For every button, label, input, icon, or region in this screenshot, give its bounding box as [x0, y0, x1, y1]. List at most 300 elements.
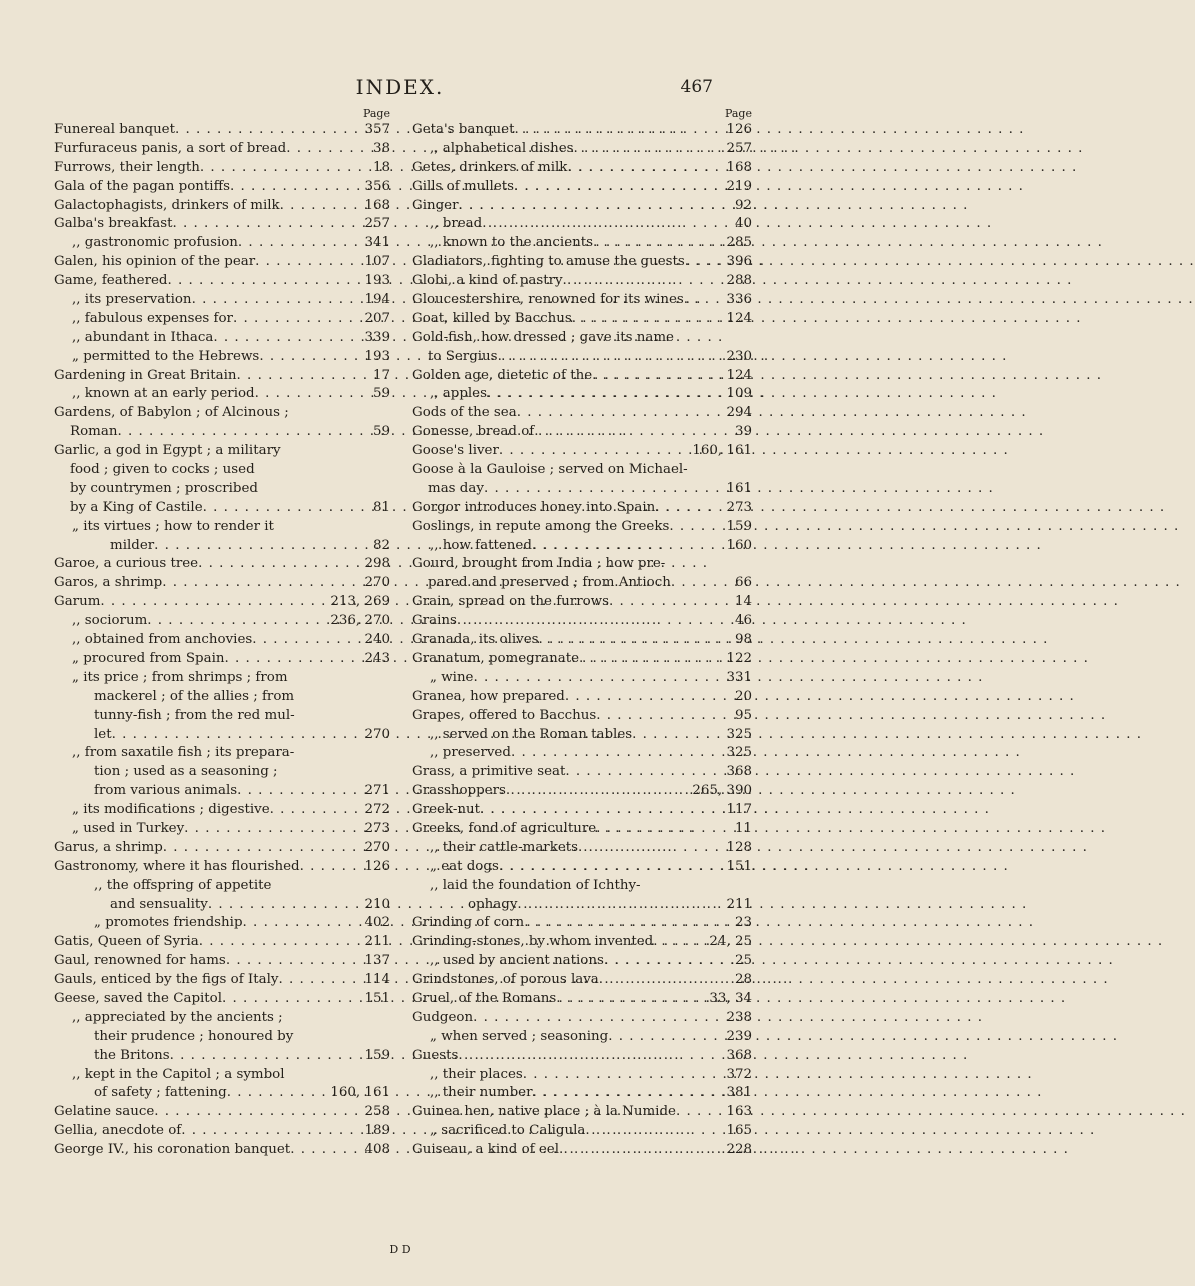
index-entry [412, 744, 752, 763]
leader-dots [259, 348, 360, 367]
leader-dots [100, 593, 326, 612]
page-ref: 18 [372, 159, 390, 175]
page-ref: 161 [726, 480, 752, 496]
index-entry [54, 423, 390, 442]
leader-dots [593, 234, 722, 253]
index-entry [54, 329, 390, 348]
page-title: INDEX. [355, 75, 445, 99]
index-entry [54, 159, 390, 178]
leader-dots [596, 707, 731, 726]
index-entry [412, 593, 752, 612]
index-entry [412, 914, 752, 933]
entry-text: Funereal banquet [54, 122, 175, 137]
leader-dots [506, 782, 689, 801]
index-entry [54, 234, 390, 253]
page-ref: 28 [734, 972, 752, 988]
entry-text: ,, known at an early period [72, 386, 255, 402]
leader-dots [565, 688, 731, 707]
leader-dots [585, 1122, 722, 1141]
index-entry [412, 574, 752, 593]
leader-dots [459, 197, 731, 216]
entry-text: Grasshoppers [412, 783, 506, 799]
index-entry [412, 952, 752, 971]
leader-dots [563, 272, 723, 291]
leader-dots [676, 1103, 722, 1122]
entry-text: Getes, drinkers of milk [412, 159, 568, 175]
leader-dots [684, 291, 723, 310]
leader-dots [255, 253, 360, 272]
index-entry [54, 310, 390, 329]
page-ref: 165 [726, 1123, 752, 1139]
page-ref: 59 [372, 424, 390, 440]
index-entry [412, 858, 752, 877]
entry-text: milder [110, 537, 155, 553]
leader-dots [199, 933, 361, 952]
index-entry [54, 121, 390, 140]
index-entry [54, 518, 390, 537]
entry-text: Gills of mullets [412, 178, 515, 194]
entry-text: Gauls, enticed by the figs of Italy [54, 972, 279, 988]
entry-text: tunny-fish ; from the red mul- [94, 707, 295, 723]
leader-dots [213, 329, 360, 348]
entry-text: ,, preserved [430, 745, 511, 761]
leader-dots [225, 650, 361, 669]
leader-dots [484, 480, 723, 499]
leader-dots [671, 574, 731, 593]
index-entry [54, 763, 390, 782]
leader-dots [192, 291, 361, 310]
index-entry [412, 555, 752, 574]
index-entry [54, 140, 390, 159]
leader-dots [200, 159, 369, 178]
page-ref: 23 [734, 915, 752, 931]
index-entry [54, 1122, 390, 1141]
page-ref: 46 [734, 613, 752, 629]
entry-text: let [94, 726, 112, 742]
page-ref: 151 [726, 858, 752, 874]
entry-text: Geese, saved the Capitol [54, 990, 223, 1006]
page-ref: 239 [726, 1028, 752, 1044]
entry-text: ,, bread [430, 216, 483, 232]
leader-dots [592, 367, 722, 386]
leader-dots [173, 215, 361, 234]
index-entry [54, 480, 390, 499]
entry-text: Ginger [412, 197, 459, 213]
leader-dots [473, 1009, 722, 1028]
page-ref: 270 [364, 575, 390, 591]
page-ref: 33, 34 [709, 990, 752, 1006]
page-ref: 14 [734, 594, 752, 610]
entry-text: Greek-nut [412, 802, 480, 818]
page-ref: 331 [726, 669, 752, 685]
index-entry [54, 1028, 390, 1047]
leader-dots [653, 933, 705, 952]
leader-dots [517, 404, 723, 423]
leader-dots [198, 555, 360, 574]
page-ref: 193 [364, 273, 390, 289]
leader-dots [609, 593, 731, 612]
index-entry [54, 1009, 390, 1028]
entry-text: Garum [54, 594, 101, 610]
index-entry [412, 140, 752, 159]
leader-dots [458, 1047, 722, 1066]
entry-text: „ promotes friendship [94, 915, 243, 931]
page-ref: 160, 161 [692, 443, 752, 459]
page-ref: 285 [726, 235, 752, 251]
page-ref: 160 [726, 537, 752, 553]
index-entry [412, 726, 752, 745]
entry-text: Garlic, a god in Egypt ; a military [54, 443, 281, 459]
index-entry [412, 839, 752, 858]
page-ref: 24, 25 [709, 934, 752, 950]
index-entry [54, 990, 390, 1009]
index-entry [54, 896, 390, 915]
index-entry [412, 877, 752, 896]
leader-dots [163, 839, 361, 858]
index-entry [54, 348, 390, 367]
leader-dots [539, 631, 731, 650]
index-entry [54, 537, 390, 556]
index-entry [412, 1047, 752, 1066]
index-entry [54, 197, 390, 216]
index-entry [54, 1103, 390, 1122]
index-entry [54, 272, 390, 291]
page-ref: 325 [726, 726, 752, 742]
page-ref: 325 [726, 745, 752, 761]
leader-dots [511, 744, 723, 763]
leader-dots [237, 782, 360, 801]
index-entry [412, 310, 752, 329]
page-ref: 98 [734, 632, 752, 648]
page-ref: 81 [372, 499, 390, 515]
leader-dots [604, 952, 731, 971]
entry-text: Garoe, a curious tree [54, 556, 199, 572]
entry-text: ,, how fattened [430, 537, 532, 553]
index-entry [54, 877, 390, 896]
entry-text: Guinea hen, native place ; à la Numide [412, 1104, 676, 1120]
page-ref: 257 [726, 140, 752, 156]
leader-dots [608, 1028, 722, 1047]
index-entry [412, 669, 752, 688]
entry-text: tion ; used as a seasoning ; [94, 764, 278, 780]
entry-text: Gellia, anecdote of [54, 1123, 182, 1139]
leader-dots [565, 763, 722, 782]
index-entry [412, 121, 752, 140]
index-entry [412, 688, 752, 707]
leader-dots [596, 820, 731, 839]
leader-dots [278, 971, 360, 990]
index-entry [412, 1009, 752, 1028]
leader-dots [534, 423, 731, 442]
leader-dots [230, 178, 360, 197]
index-entry [54, 707, 390, 726]
entry-text: Galactophagists, drinkers of milk [54, 197, 280, 213]
index-entry [54, 555, 390, 574]
page-ref: 402 [364, 915, 390, 931]
index-entry [54, 612, 390, 631]
page-ref: 151 [364, 990, 390, 1006]
page-number: 467 [680, 77, 713, 97]
entry-text: Guiseau, a kind of eel [412, 1142, 560, 1158]
entry-text: Goose's liver [412, 443, 499, 459]
index-entry [54, 820, 390, 839]
entry-text: ,, their cattle-markets [430, 839, 578, 855]
entry-text: Garos, a shrimp [54, 575, 163, 591]
page-ref: 126 [364, 858, 390, 874]
index-entry [412, 537, 752, 556]
entry-text: „ its modifications ; digestive [72, 802, 270, 818]
index-entry [412, 385, 752, 404]
entry-text: Galba's breakfast [54, 216, 173, 232]
leader-dots [532, 537, 723, 556]
page-ref: 211 [364, 934, 390, 950]
entry-text: ,, sociorum [72, 613, 148, 629]
entry-text: Gardening in Great Britain [54, 367, 237, 383]
leader-dots [632, 726, 722, 745]
index-entry [412, 763, 752, 782]
entry-text: ,, alphabetical dishes [430, 140, 574, 156]
index-entry [412, 480, 752, 499]
entry-text: Grapes, offered to Bacchus [412, 707, 597, 723]
page-ref: 39 [734, 424, 752, 440]
page-ref: 109 [726, 386, 752, 402]
entry-text: Gaul, renowned for hams [54, 953, 226, 969]
page-ref: 265, 390 [692, 783, 752, 799]
leader-dots [514, 121, 722, 140]
index-column-left [54, 107, 390, 1160]
entry-text: mas day [428, 480, 484, 496]
entry-text: ,, their places [430, 1066, 523, 1082]
entry-text: Granatum, pomegranate [412, 650, 580, 666]
leader-dots [499, 442, 688, 461]
leader-dots [238, 234, 361, 253]
entry-text: Game, feathered [54, 273, 168, 289]
page-ref: 107 [364, 254, 390, 270]
leader-dots [474, 669, 723, 688]
entry-text: „ procured from Spain [72, 650, 225, 666]
index-entry [412, 159, 752, 178]
page-ref: 17 [372, 367, 390, 383]
entry-text: „ permitted to the Hebrews [72, 348, 260, 364]
entry-text: Guests [412, 1047, 459, 1063]
leader-dots [154, 537, 369, 556]
leader-dots [181, 1122, 360, 1141]
page-ref: 273 [726, 499, 752, 515]
page-ref: 207 [364, 310, 390, 326]
leader-dots [579, 650, 722, 669]
page-ref: 270 [364, 839, 390, 855]
page-ref: 236, 270 [330, 613, 390, 629]
entry-text: Grindstones, of porous lava [412, 972, 599, 988]
index-entry [412, 707, 752, 726]
page-ref: 38 [372, 140, 390, 156]
page-ref: 368 [726, 764, 752, 780]
index-entry [412, 442, 752, 461]
leader-dots [480, 801, 722, 820]
index-entry [412, 1122, 752, 1141]
entry-text: Gorgor introduces honey into Spain [412, 499, 656, 515]
page-ref: 124 [726, 310, 752, 326]
leader-dots [514, 178, 722, 197]
page-ref: 381 [726, 1085, 752, 1101]
index-entry [54, 404, 390, 423]
page-ref: 124 [726, 367, 752, 383]
entry-text: ,, from saxatile fish ; its prepara- [72, 745, 295, 761]
entry-text: ophagy [468, 896, 518, 912]
entry-text: „ its price ; from shrimps ; from [72, 669, 288, 685]
index-entry [54, 1084, 390, 1103]
leader-dots [567, 159, 722, 178]
index-entry [412, 612, 752, 631]
entry-text: Roman [70, 424, 118, 440]
entry-text: ,, known to the ancients [430, 235, 593, 251]
index-entry [412, 404, 752, 423]
entry-text: Furfuraceus panis, a sort of bread [54, 140, 287, 156]
leader-dots [523, 1066, 723, 1085]
index-entry [412, 971, 752, 990]
leader-dots [117, 423, 369, 442]
leader-dots [517, 896, 722, 915]
leader-dots [300, 858, 361, 877]
index-entry [412, 631, 752, 650]
page-ref: 210 [364, 896, 390, 912]
leader-dots [175, 121, 360, 140]
page-column-head: Page [724, 107, 752, 120]
page-ref: 258 [364, 1104, 390, 1120]
entry-text: „ wine [430, 669, 474, 685]
entry-text: ,, obtained from anchovies [72, 632, 253, 648]
page-ref: 396 [726, 254, 752, 270]
page-ref: 298 [364, 556, 390, 572]
index-entry [54, 744, 390, 763]
leader-dots [655, 499, 722, 518]
page-ref: 194 [364, 292, 390, 308]
entry-text: ,, abundant in Ithaca [72, 329, 214, 345]
entry-text: Gelatine sauce [54, 1104, 155, 1120]
entry-text: „ sacrificed to Caligula [430, 1123, 586, 1139]
signature-mark: D D [389, 1243, 411, 1256]
index-entry [54, 631, 390, 650]
index-entry [54, 914, 390, 933]
page-ref: 240 [364, 632, 390, 648]
leader-dots [290, 1141, 360, 1160]
page-ref: 20 [734, 688, 752, 704]
page-ref: 273 [364, 820, 390, 836]
entry-text: „ eat dogs [430, 858, 499, 874]
entry-text: Gastronomy, where it has flourished [54, 858, 300, 874]
entry-text: Galen, his opinion of the pear [54, 254, 256, 270]
leader-dots [559, 1141, 722, 1160]
entry-text: by a King of Castile [70, 499, 203, 515]
page-ref: 189 [364, 1123, 390, 1139]
leader-dots [237, 367, 369, 386]
leader-dots [208, 896, 361, 915]
page-ref: 230 [726, 348, 752, 364]
index-entry [412, 1141, 752, 1160]
entry-text: Gatis, Queen of Syria [54, 934, 199, 950]
entry-text: ,, served on the Roman tables [430, 726, 633, 742]
page-ref: 243 [364, 650, 390, 666]
page-ref: 25 [734, 953, 752, 969]
index-entry [54, 593, 390, 612]
page-ref: 368 [726, 1047, 752, 1063]
page-ref: 257 [364, 216, 390, 232]
leader-dots [574, 140, 723, 159]
entry-text: Gladiators, fighting to amuse the guests [412, 254, 685, 270]
index-entry [412, 990, 752, 1009]
index-entry [412, 253, 752, 272]
entry-text: Globi, a kind of pastry [412, 273, 563, 289]
index-entry [54, 215, 390, 234]
leader-dots [487, 385, 722, 404]
index-entry [54, 1047, 390, 1066]
page-ref: 59 [372, 386, 390, 402]
page-ref: 336 [726, 292, 752, 308]
index-entry [54, 650, 390, 669]
entry-text: Furrows, their length [54, 159, 200, 175]
page-ref: 288 [726, 273, 752, 289]
entry-text: their prudence ; honoured by [94, 1028, 294, 1044]
page-ref: 168 [364, 197, 390, 213]
leader-dots [233, 310, 360, 329]
entry-text: Gods of the sea [412, 405, 517, 421]
index-entry [54, 971, 390, 990]
index-entry [54, 574, 390, 593]
page-ref: 168 [726, 159, 752, 175]
entry-text: Grinding of corn [412, 915, 525, 931]
page-ref: 272 [364, 802, 390, 818]
page-ref: 270 [364, 726, 390, 742]
index-entry [412, 367, 752, 386]
page-ref: 122 [726, 650, 752, 666]
index-entry [412, 896, 752, 915]
entry-text: Gourd, brought from India ; how pre- [412, 556, 666, 572]
page-ref: 82 [372, 537, 390, 553]
index-entry [54, 688, 390, 707]
page-ref: 271 [364, 783, 390, 799]
entry-text: Gala of the pagan pontiffs [54, 178, 230, 194]
entry-text: Goose à la Gauloise ; served on Michael- [412, 462, 688, 478]
page-ref: 238 [726, 1009, 752, 1025]
index-entry [54, 669, 390, 688]
page-ref: 294 [726, 405, 752, 421]
index-entry [54, 1066, 390, 1085]
leader-dots [255, 385, 369, 404]
entry-text: „ when served ; seasoning [430, 1028, 609, 1044]
page-ref: 211 [726, 896, 752, 912]
page-ref: 228 [726, 1142, 752, 1158]
index-entry [54, 858, 390, 877]
index-entry [54, 291, 390, 310]
page-ref: 341 [364, 235, 390, 251]
index-entry [54, 178, 390, 197]
entry-text: from various animals [94, 783, 238, 799]
leader-dots [599, 971, 731, 990]
leader-dots [499, 858, 723, 877]
leader-dots [226, 952, 361, 971]
leader-dots [227, 1084, 327, 1103]
page-ref: 339 [364, 329, 390, 345]
leader-dots [498, 348, 723, 367]
entry-text: to Sergius [428, 348, 498, 364]
entry-text: ,, appreciated by the ancients ; [72, 1009, 283, 1025]
index-entry [412, 518, 752, 537]
index-entry [54, 442, 390, 461]
entry-text: food ; given to cocks ; used [70, 462, 255, 478]
index-entry [54, 461, 390, 480]
leader-dots [270, 801, 361, 820]
leader-dots [532, 1084, 722, 1103]
